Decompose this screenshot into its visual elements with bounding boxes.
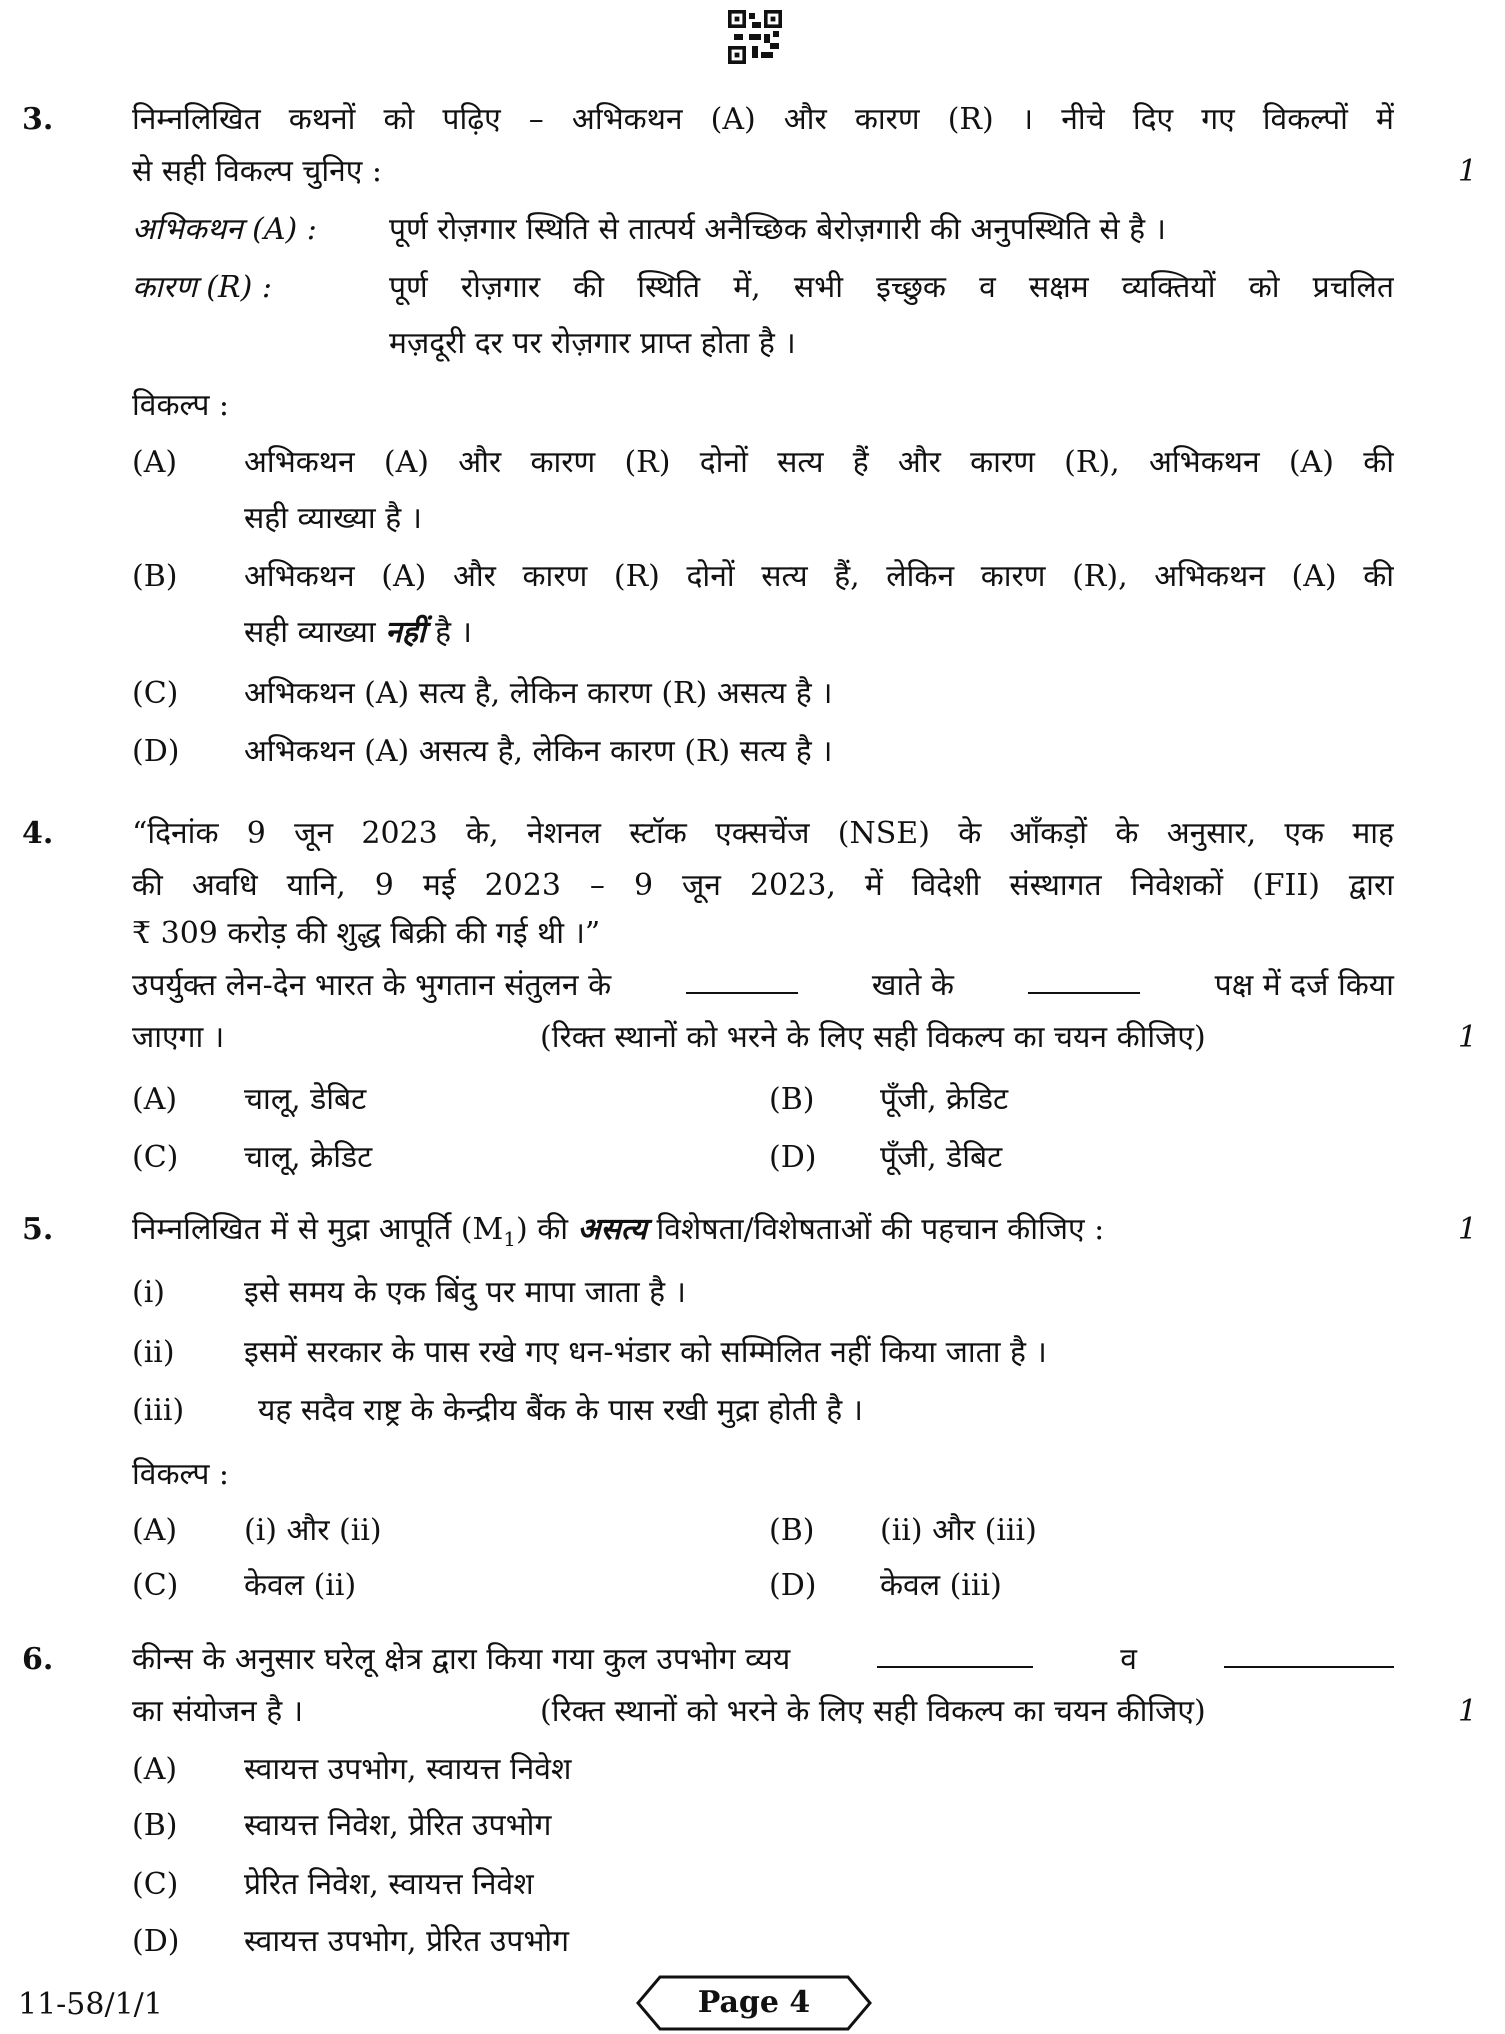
- marks: 1: [1458, 1212, 1478, 1247]
- option-text: प्रेरित निवेश, स्वायत्त निवेश: [244, 1867, 534, 1902]
- option-label: (D): [769, 1568, 817, 1603]
- question-text: [132, 1210, 1104, 1250]
- reason-text: मज़दूरी दर पर रोज़गार प्राप्त होता है ।: [389, 326, 796, 361]
- blank-1: [686, 966, 798, 994]
- option-text: अभिकथन (A) और कारण (R) दोनों सत्य हैं और कारण (R), अभिकथन (A) की: [244, 445, 1394, 480]
- text-part: उपर्युक्त लेन-देन भारत के भुगतान संतुलन के: [132, 968, 612, 1003]
- question-text: से सही विकल्प चुनिए :: [132, 154, 382, 189]
- option-text: चालू, क्रेडिट: [244, 1140, 373, 1175]
- option-label: (B): [132, 1808, 178, 1843]
- option-text: पूँजी, डेबिट: [880, 1140, 1003, 1175]
- text-part: खाते के: [871, 968, 954, 1003]
- option-label: (B): [132, 559, 178, 594]
- text-part: निम्नलिखित में से मुद्रा आपूर्ति (M: [132, 1212, 504, 1247]
- option-label: (B): [769, 1082, 815, 1117]
- option-text: स्वायत्त निवेश, प्रेरित उपभोग: [244, 1808, 552, 1843]
- option-text: चालू, डेबिट: [244, 1082, 367, 1117]
- instruction: (रिक्त स्थानों को भरने के लिए सही विकल्प का चयन कीजिए): [540, 1020, 1206, 1055]
- question-text: निम्नलिखित कथनों को पढ़िए – अभिकथन (A) और कारण (R) । नीचे दिए गए विकल्पों में: [132, 102, 1394, 137]
- option-label: (D): [769, 1140, 817, 1175]
- option-label: (B): [769, 1513, 815, 1548]
- reason-label: कारण (R) :: [132, 270, 272, 305]
- option-label: (A): [132, 445, 178, 480]
- page-number-badge: [636, 1975, 872, 2031]
- text-part: व: [1120, 1642, 1137, 1677]
- blank-2: [1224, 1640, 1394, 1668]
- options-label: विकल्प :: [132, 1457, 230, 1492]
- option-label: (C): [132, 1867, 179, 1902]
- blank-2: [1028, 966, 1140, 994]
- text-part: कीन्स के अनुसार घरेलू क्षेत्र द्वारा किया गया कुल उपभोग व्यय: [132, 1642, 791, 1677]
- paper-code: 11-58/1/1: [18, 1987, 163, 2022]
- option-label: (A): [132, 1082, 178, 1117]
- option-text: अभिकथन (A) सत्य है, लेकिन कारण (R) असत्य है ।: [244, 676, 833, 711]
- option-text: अभिकथन (A) और कारण (R) दोनों सत्य हैं, लेकिन कारण (R), अभिकथन (A) की: [244, 559, 1394, 594]
- option-text: स्वायत्त उपभोग, प्रेरित उपभोग: [244, 1924, 570, 1959]
- text-part: विशेषता/विशेषताओं की पहचान कीजिए :: [656, 1212, 1105, 1247]
- option-label: (D): [132, 734, 180, 769]
- option-text: केवल (ii): [244, 1568, 357, 1603]
- option-text-part: सही व्याख्या: [244, 615, 376, 650]
- option-text: (i) और (ii): [244, 1513, 382, 1548]
- question-number: 6.: [22, 1642, 54, 1677]
- text-part: पक्ष में दर्ज किया: [1214, 968, 1394, 1003]
- marks: 1: [1458, 154, 1478, 189]
- question-number: 4.: [22, 816, 54, 851]
- option-text: (ii) और (iii): [880, 1513, 1037, 1548]
- question-text: “दिनांक 9 जून 2023 के, नेशनल स्टॉक एक्सचेंज (NSE) के आँकड़ों के अनुसार, एक माह: [132, 816, 1394, 851]
- statement-text: इसे समय के एक बिंदु पर मापा जाता है ।: [244, 1275, 686, 1310]
- assertion-text: पूर्ण रोज़गार स्थिति से तात्पर्य अनैच्छिक बेरोज़गारी की अनुपस्थिति से है ।: [389, 212, 1166, 247]
- option-label: (A): [132, 1752, 178, 1787]
- option-text: अभिकथन (A) असत्य है, लेकिन कारण (R) सत्य है ।: [244, 734, 833, 769]
- statement-text: यह सदैव राष्ट्र के केन्द्रीय बैंक के पास रखी मुद्रा होती है ।: [258, 1393, 864, 1428]
- question-number: 3.: [22, 102, 54, 137]
- question-text: [132, 966, 1394, 1006]
- statement-label: (ii): [132, 1335, 175, 1370]
- question-text: [132, 1640, 1394, 1680]
- text-part: ) की: [515, 1212, 569, 1247]
- option-label: (C): [132, 676, 179, 711]
- subscript: 1: [503, 1227, 516, 1251]
- option-text-part: है ।: [435, 615, 472, 650]
- question-text: का संयोजन है ।: [132, 1694, 304, 1729]
- statement-label: (iii): [132, 1393, 185, 1428]
- emphasis-false: असत्य: [577, 1212, 647, 1247]
- statement-label: (i): [132, 1275, 166, 1310]
- option-text: केवल (iii): [880, 1568, 1002, 1603]
- page-number: Page 4: [697, 1985, 811, 2020]
- option-label: (C): [132, 1140, 179, 1175]
- option-text: सही व्याख्या है ।: [244, 501, 423, 536]
- reason-text: पूर्ण रोज़गार की स्थिति में, सभी इच्छुक व सक्षम व्यक्तियों को प्रचलित: [389, 270, 1394, 305]
- option-label: (D): [132, 1924, 180, 1959]
- instruction: (रिक्त स्थानों को भरने के लिए सही विकल्प का चयन कीजिए): [540, 1694, 1206, 1729]
- assertion-label: अभिकथन (A) :: [132, 212, 317, 247]
- question-text: ₹ 309 करोड़ की शुद्ध बिक्री की गई थी ।”: [132, 916, 601, 951]
- options-label: विकल्प :: [132, 388, 230, 423]
- option-label: (A): [132, 1513, 178, 1548]
- marks: 1: [1458, 1020, 1478, 1055]
- option-text: [244, 613, 472, 653]
- option-text: स्वायत्त उपभोग, स्वायत्त निवेश: [244, 1752, 572, 1787]
- marks: 1: [1458, 1694, 1478, 1729]
- statement-text: इसमें सरकार के पास रखे गए धन-भंडार को सम्मिलित नहीं किया जाता है ।: [244, 1335, 1047, 1370]
- option-label: (C): [132, 1568, 179, 1603]
- question-number: 5.: [22, 1212, 54, 1247]
- question-text: जाएगा ।: [132, 1020, 225, 1055]
- question-text: की अवधि यानि, 9 मई 2023 – 9 जून 2023, में विदेशी संस्थागत निवेशकों (FII) द्वारा: [132, 868, 1394, 903]
- emphasis-not: नहीं: [385, 615, 426, 650]
- blank-1: [877, 1640, 1033, 1668]
- qr-code-icon: [728, 10, 782, 64]
- option-text: पूँजी, क्रेडिट: [880, 1082, 1009, 1117]
